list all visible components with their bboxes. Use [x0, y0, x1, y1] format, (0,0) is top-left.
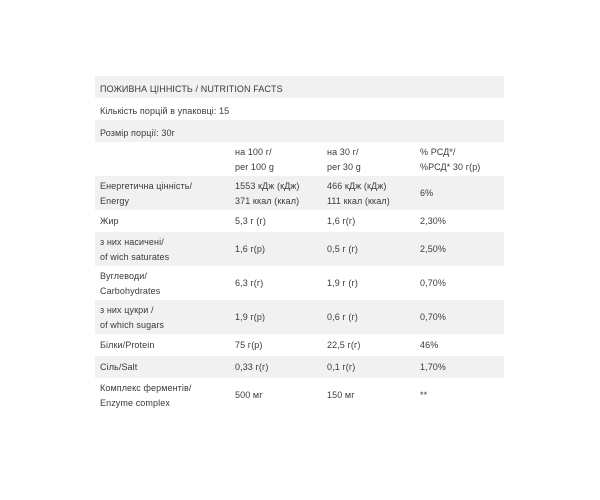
cell-text: 371 ккал (ккал) [235, 196, 300, 206]
cell-name [100, 338, 154, 353]
serving-size-row [95, 120, 504, 142]
column-header-line: % РСД*/ [420, 147, 456, 157]
column-header-line: на 30 г/ [327, 147, 359, 157]
cell-rda [420, 276, 446, 291]
cell-text: 0,6 г (г) [327, 312, 358, 322]
cell-text: Carbohydrates [100, 286, 161, 296]
cell-per30 [327, 338, 360, 353]
column-header-line: per 100 g [235, 162, 274, 172]
cell-text: 2,50% [420, 244, 447, 254]
cell-text: 75 г(р) [235, 340, 263, 350]
cell-text: of wich saturates [100, 252, 170, 262]
servings-per-pack: Кількість порцій в упаковці: 15 [100, 106, 230, 116]
cell-text: 22,5 г(г) [327, 340, 361, 350]
cell-text: 500 мг [235, 390, 263, 400]
table-row [95, 378, 504, 412]
cell-per100 [235, 338, 263, 353]
column-header-line: %РСД* 30 г(р) [420, 162, 481, 172]
cell-text: 46% [420, 340, 439, 350]
cell-text: 0,70% [420, 312, 447, 322]
cell-per100 [235, 310, 265, 325]
cell-rda [420, 310, 446, 325]
cell-name [100, 381, 192, 411]
cell-text: 1,9 г (г) [327, 278, 358, 288]
cell-text: Білки/Protein [100, 340, 155, 350]
cell-per30 [327, 242, 358, 257]
table-row [95, 176, 504, 210]
column-header-rda [420, 145, 480, 175]
cell-text: 6,3 г(г) [235, 278, 264, 288]
nutrient-rows [95, 176, 504, 412]
cell-text: Вуглеводи/ [100, 271, 148, 281]
cell-text: Енергетична цінність/ [100, 181, 193, 191]
cell-text: з них насичені/ [100, 237, 164, 247]
servings-per-pack-row [95, 98, 504, 120]
cell-text: 111 ккал (ккал) [327, 196, 390, 206]
table-row [95, 300, 504, 334]
column-header-row [95, 142, 504, 176]
cell-per30 [327, 310, 358, 325]
cell-text: 6% [420, 188, 434, 198]
cell-per100 [235, 242, 265, 257]
cell-name [100, 235, 169, 265]
column-header-line: на 100 г/ [235, 147, 272, 157]
cell-text: Enzyme complex [100, 398, 170, 408]
cell-text: 5,3 г (г) [235, 216, 266, 226]
cell-text: 1,70% [420, 362, 447, 372]
table-row [95, 334, 504, 356]
cell-text: 0,5 г (г) [327, 244, 358, 254]
cell-text: 0,1 г(г) [327, 362, 356, 372]
cell-per100 [235, 360, 268, 375]
cell-per100 [235, 214, 266, 229]
column-header-per30 [327, 145, 361, 175]
cell-text: Сіль/Salt [100, 362, 138, 372]
cell-text: 466 кДж (кДж) [327, 181, 387, 191]
table-row [95, 210, 504, 232]
cell-text: 1,9 г(р) [235, 312, 266, 322]
cell-name [100, 303, 164, 333]
cell-per100 [235, 276, 263, 291]
table-title-row [95, 76, 504, 98]
cell-text: ** [420, 390, 428, 400]
cell-text: з них цукри / [100, 305, 154, 315]
cell-text: 2,30% [420, 216, 447, 226]
table-title: ПОЖИВНА ЦІННІСТЬ / NUTRITION FACTS [100, 84, 283, 94]
cell-per100 [235, 179, 300, 209]
cell-rda [420, 214, 446, 229]
cell-name [100, 179, 192, 209]
cell-text: Energy [100, 196, 130, 206]
cell-text: of which sugars [100, 320, 165, 330]
table-row [95, 232, 504, 266]
cell-per30 [327, 276, 358, 291]
cell-per30 [327, 214, 355, 229]
table-row [95, 266, 504, 300]
cell-text: 1,6 г(р) [235, 244, 266, 254]
cell-text: Жир [100, 216, 119, 226]
cell-name [100, 269, 160, 299]
cell-per30 [327, 179, 390, 209]
cell-text: 150 мг [327, 390, 355, 400]
cell-name [100, 360, 137, 375]
serving-size: Розмір порції: 30г [100, 128, 175, 138]
cell-rda [420, 242, 446, 257]
nutrition-facts-table [95, 76, 504, 412]
cell-text: 0,70% [420, 278, 447, 288]
cell-name [100, 214, 119, 229]
cell-text: Комплекс ферментів/ [100, 383, 192, 393]
cell-rda [420, 338, 438, 353]
cell-per30 [327, 388, 355, 403]
cell-per30 [327, 360, 355, 375]
column-header-per100 [235, 145, 274, 175]
cell-text: 1,6 г(г) [327, 216, 356, 226]
cell-rda [420, 186, 433, 201]
cell-text: 0,33 г(г) [235, 362, 269, 372]
table-row [95, 356, 504, 378]
cell-rda [420, 360, 446, 375]
cell-text: 1553 кДж (кДж) [235, 181, 300, 191]
cell-per100 [235, 388, 263, 403]
cell-rda [420, 388, 427, 403]
column-header-line: per 30 g [327, 162, 361, 172]
